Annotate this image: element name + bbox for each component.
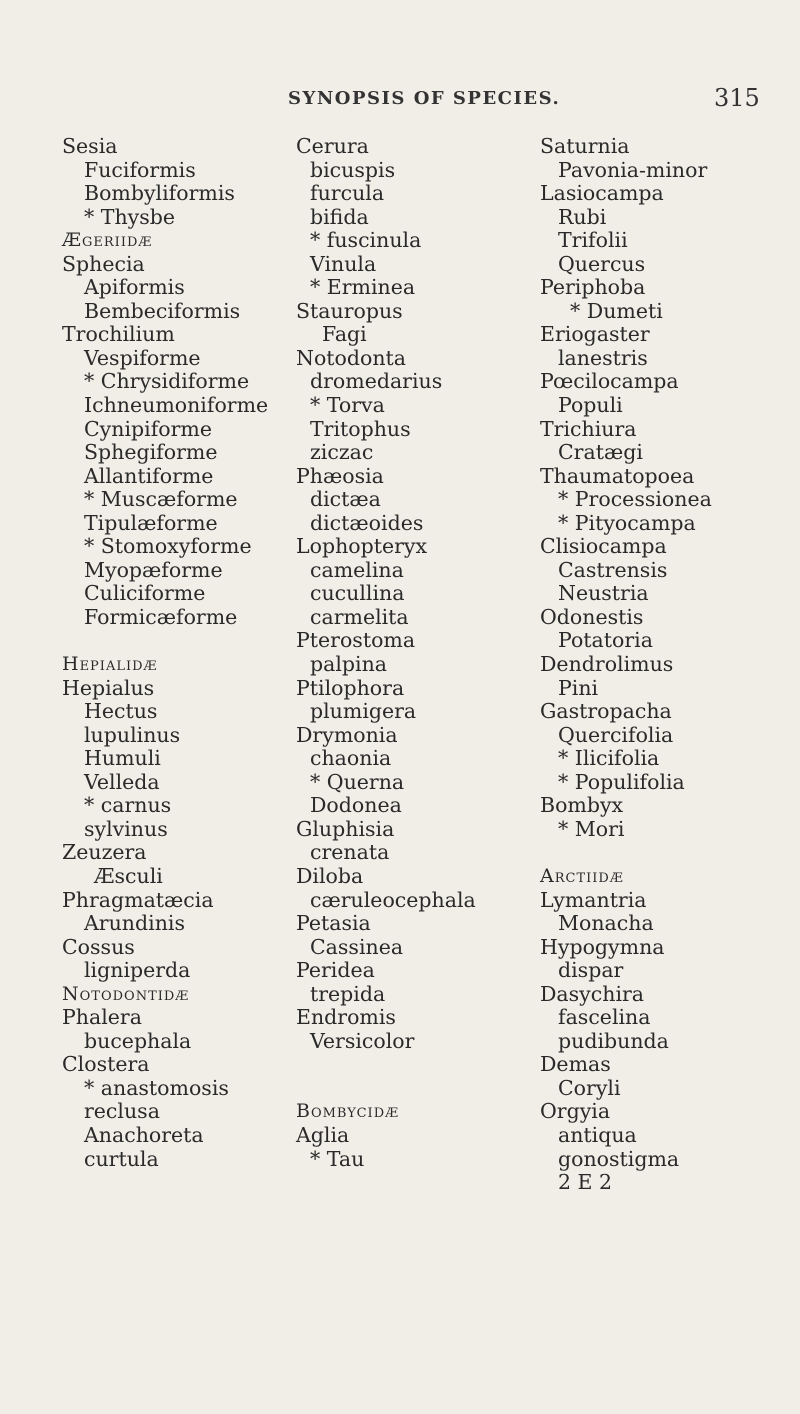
species-entry: * Torva bbox=[310, 393, 385, 418]
species-entry: Versicolor bbox=[310, 1028, 415, 1053]
genus-entry: Petasia bbox=[296, 911, 371, 936]
species-entry: Quercus bbox=[558, 251, 646, 276]
genus-entry: Sphecia bbox=[62, 251, 145, 276]
species-entry: * anastomosis bbox=[84, 1075, 229, 1100]
genus-entry: Sesia bbox=[62, 134, 118, 158]
species-entry: Arundinis bbox=[84, 911, 185, 936]
genus-entry: Clisiocampa bbox=[540, 534, 667, 559]
genus-entry: Cossus bbox=[62, 934, 135, 959]
species-entry: fascelina bbox=[558, 1005, 651, 1030]
species-entry: * carnus bbox=[84, 793, 172, 818]
species-entry: dictæoides bbox=[310, 510, 424, 535]
species-entry: Quercifolia bbox=[558, 722, 674, 747]
running-header: SYNOPSIS OF SPECIES. bbox=[288, 88, 561, 109]
species-entry: * Muscæforme bbox=[84, 487, 238, 512]
species-entry: Anachoreta bbox=[84, 1122, 204, 1147]
species-entry: * Populifolia bbox=[558, 769, 685, 794]
genus-entry: Peridea bbox=[296, 958, 375, 983]
genus-entry: Eriogaster bbox=[540, 322, 650, 347]
species-entry: Humuli bbox=[84, 746, 161, 771]
genus-entry: Dendrolimus bbox=[540, 652, 674, 677]
species-entry: Dodonea bbox=[310, 793, 402, 818]
genus-entry: Lasiocampa bbox=[540, 181, 664, 206]
species-entry: Æsculi bbox=[94, 863, 163, 888]
genus-entry: Notodonta bbox=[296, 345, 406, 370]
genus-entry: Zeuzera bbox=[62, 840, 147, 865]
species-entry: * Mori bbox=[558, 816, 625, 841]
species-entry: Culiciforme bbox=[84, 581, 206, 606]
species-entry: * Stomoxyforme bbox=[84, 534, 252, 559]
genus-entry: Pterostoma bbox=[296, 628, 416, 653]
species-entry: Castrensis bbox=[558, 557, 668, 582]
family-heading: Arctiidæ bbox=[540, 864, 624, 887]
species-entry: Sphegiforme bbox=[84, 440, 218, 465]
genus-entry: Hypogymna bbox=[540, 934, 665, 959]
species-entry: ligniperda bbox=[84, 958, 191, 983]
species-entry: * Erminea bbox=[310, 275, 416, 300]
genus-entry: Phragmatæcia bbox=[62, 887, 214, 912]
species-column-3 bbox=[540, 135, 800, 1195]
species-entry: Potatoria bbox=[558, 628, 653, 653]
signature-mark: 2 E 2 bbox=[558, 1170, 613, 1195]
species-entry: Vespiforme bbox=[84, 345, 201, 370]
genus-entry: Pœcilocampa bbox=[540, 369, 679, 394]
species-entry: Cratægi bbox=[558, 440, 643, 465]
species-entry: crenata bbox=[310, 840, 390, 865]
genus-entry: Dasychira bbox=[540, 981, 645, 1006]
genus-entry: Bombyx bbox=[540, 793, 624, 818]
species-entry: furcula bbox=[310, 181, 385, 206]
species-entry: plumigera bbox=[310, 699, 417, 724]
species-entry: * Querna bbox=[310, 769, 405, 794]
species-entry: Rubi bbox=[558, 204, 607, 229]
species-column-2 bbox=[296, 135, 556, 1171]
species-entry: Bombyliformis bbox=[84, 181, 235, 206]
species-entry: trepida bbox=[310, 981, 386, 1006]
genus-entry: Odonestis bbox=[540, 604, 644, 629]
species-entry: Trifolii bbox=[558, 228, 628, 253]
species-entry: bifida bbox=[310, 204, 369, 229]
species-column-1 bbox=[62, 135, 322, 1171]
genus-entry: Periphoba bbox=[540, 275, 646, 300]
genus-entry: Hepialus bbox=[62, 675, 155, 700]
genus-entry: Phalera bbox=[62, 1005, 142, 1030]
species-entry: * Ilicifolia bbox=[558, 746, 660, 771]
genus-entry: Cerura bbox=[296, 134, 369, 158]
species-entry: dispar bbox=[558, 958, 624, 983]
genus-entry: Lophopteryx bbox=[296, 534, 428, 559]
species-entry: Formicæforme bbox=[84, 604, 238, 629]
species-entry: * Thysbe bbox=[84, 204, 175, 229]
species-entry: curtula bbox=[84, 1146, 159, 1171]
genus-entry: Orgyia bbox=[540, 1099, 611, 1124]
family-heading: Bombycidæ bbox=[296, 1100, 400, 1123]
species-entry: * Chrysidiforme bbox=[84, 369, 250, 394]
species-entry: bucephala bbox=[84, 1028, 192, 1053]
species-entry: Neustria bbox=[558, 581, 649, 606]
species-entry: Fagi bbox=[322, 322, 367, 347]
genus-entry: Gastropacha bbox=[540, 699, 672, 724]
species-entry: Cynipiforme bbox=[84, 416, 213, 441]
genus-entry: Saturnia bbox=[540, 134, 630, 158]
species-entry: Pavonia-minor bbox=[558, 157, 708, 182]
species-entry: carmelita bbox=[310, 604, 409, 629]
species-entry: Tipulæforme bbox=[84, 510, 218, 535]
page-number: 315 bbox=[714, 84, 760, 112]
species-entry: dictæa bbox=[310, 487, 381, 512]
species-entry: Fuciformis bbox=[84, 157, 196, 182]
species-entry: dromedarius bbox=[310, 369, 443, 394]
genus-entry: Ptilophora bbox=[296, 675, 405, 700]
species-entry: ziczac bbox=[310, 440, 374, 465]
species-entry: * Processionea bbox=[558, 487, 712, 512]
species-entry: Cassinea bbox=[310, 934, 404, 959]
species-entry: Bembeciformis bbox=[84, 298, 241, 323]
genus-entry: Phæosia bbox=[296, 463, 384, 488]
species-entry: * Tau bbox=[310, 1146, 365, 1171]
genus-entry: Trochilium bbox=[62, 322, 175, 347]
species-entry: Ichneumoniforme bbox=[84, 393, 269, 418]
species-entry: Allantiforme bbox=[84, 463, 214, 488]
species-entry: Vinula bbox=[310, 251, 377, 276]
genus-entry: Clostera bbox=[62, 1052, 150, 1077]
species-entry: Coryli bbox=[558, 1075, 621, 1100]
species-entry: lupulinus bbox=[84, 722, 181, 747]
species-entry: Monacha bbox=[558, 911, 654, 936]
genus-entry: Diloba bbox=[296, 863, 364, 888]
species-entry: cæruleocephala bbox=[310, 887, 476, 912]
genus-entry: Lymantria bbox=[540, 887, 647, 912]
genus-entry: Aglia bbox=[296, 1122, 350, 1147]
species-entry: Velleda bbox=[84, 769, 160, 794]
species-entry: reclusa bbox=[84, 1099, 160, 1124]
species-entry: antiqua bbox=[558, 1122, 637, 1147]
species-entry: bicuspis bbox=[310, 157, 396, 182]
species-entry: Apiformis bbox=[84, 275, 185, 300]
genus-entry: Thaumatopoea bbox=[540, 463, 695, 488]
species-entry: Populi bbox=[558, 393, 623, 418]
species-entry: camelina bbox=[310, 557, 404, 582]
species-entry: pudibunda bbox=[558, 1028, 669, 1053]
genus-entry: Gluphisia bbox=[296, 816, 395, 841]
genus-entry: Drymonia bbox=[296, 722, 398, 747]
species-entry: gonostigma bbox=[558, 1146, 680, 1171]
species-entry: lanestris bbox=[558, 345, 648, 370]
species-entry: * Dumeti bbox=[570, 298, 663, 323]
genus-entry: Trichiura bbox=[540, 416, 637, 441]
family-heading: Ægeriidæ bbox=[62, 229, 153, 252]
species-entry: palpina bbox=[310, 652, 388, 677]
species-entry: * fuscinula bbox=[310, 228, 422, 253]
species-entry: sylvinus bbox=[84, 816, 168, 841]
species-entry: Pini bbox=[558, 675, 599, 700]
genus-entry: Endromis bbox=[296, 1005, 396, 1030]
family-heading: Hepialidæ bbox=[62, 653, 158, 676]
family-heading: Notodontidæ bbox=[62, 982, 190, 1005]
species-entry: cucullina bbox=[310, 581, 405, 606]
species-entry: Myopæforme bbox=[84, 557, 223, 582]
species-entry: chaonia bbox=[310, 746, 392, 771]
species-entry: Hectus bbox=[84, 699, 158, 724]
species-entry: Tritophus bbox=[310, 416, 411, 441]
genus-entry: Demas bbox=[540, 1052, 611, 1077]
species-entry: * Pityocampa bbox=[558, 510, 696, 535]
genus-entry: Stauropus bbox=[296, 298, 403, 323]
